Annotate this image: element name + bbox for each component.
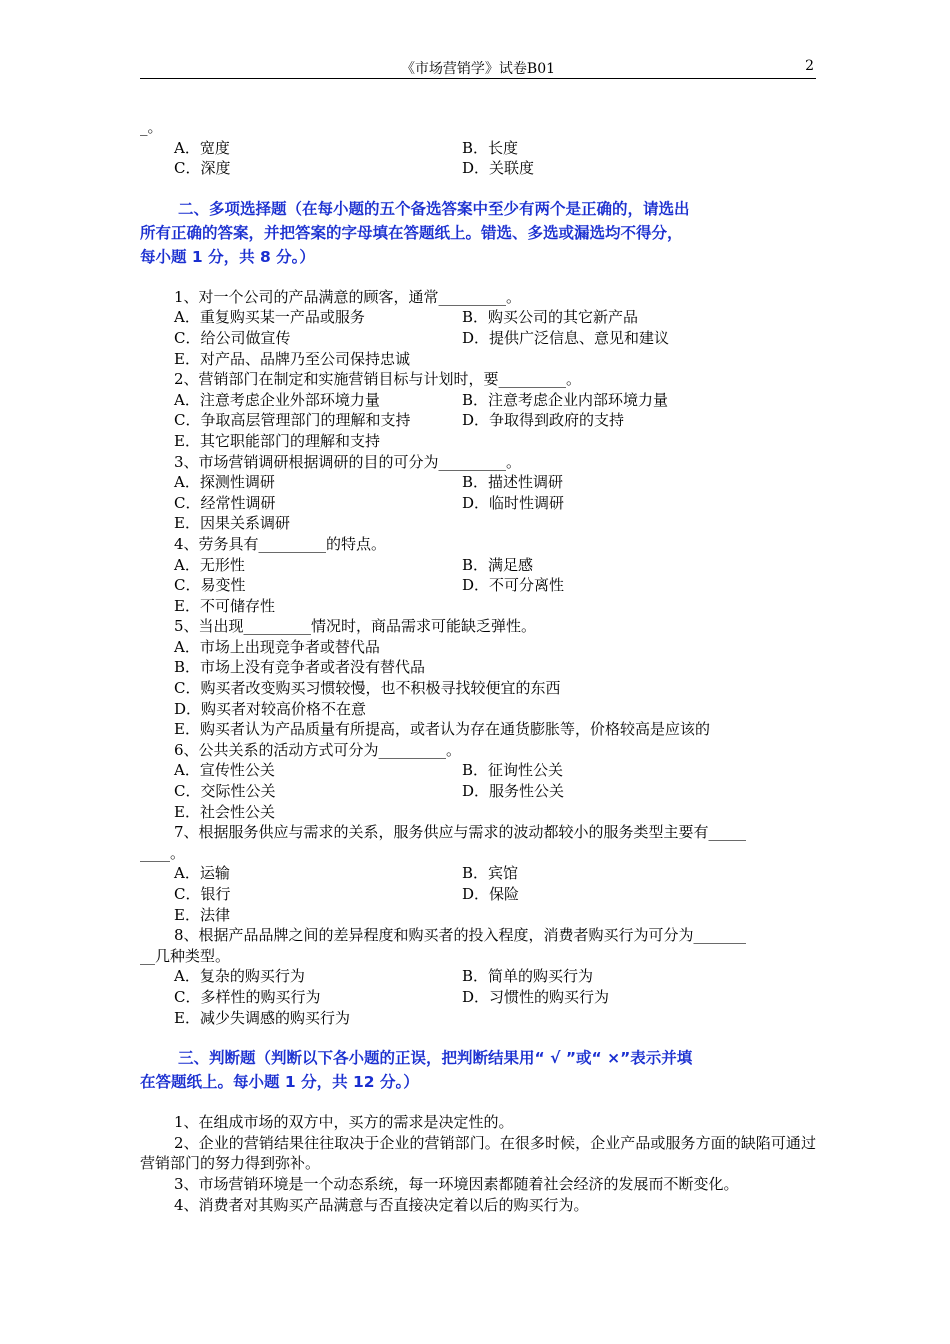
option-row <box>140 575 816 596</box>
question-stem: 1、对一个公司的产品满意的顾客，通常_________。 <box>174 287 522 306</box>
option: B．满足感 <box>462 555 534 574</box>
option-row <box>140 472 816 493</box>
option: C．购买者改变购买习惯较慢，也不积极寻找较便宜的东西 <box>174 679 561 698</box>
page-header <box>140 58 816 79</box>
judgement-item: 4、消费者对其购买产品满意与否直接决定着以后的购买行为。 <box>174 1195 589 1214</box>
question-stem: 6、公共关系的活动方式可分为_________。 <box>174 740 462 759</box>
option: B．简单的购买行为 <box>462 967 594 986</box>
fragment-line <box>140 117 816 138</box>
option: A．宣传性公关 <box>174 761 275 780</box>
option: C．易变性 <box>174 576 246 595</box>
option-row <box>140 328 816 349</box>
fragment-text: _。 <box>140 118 163 136</box>
option: C．争取高层管理部门的理解和支持 <box>174 411 411 430</box>
option-row <box>140 966 816 987</box>
option: A．无形性 <box>174 555 245 574</box>
judgement-item: 1、在组成市场的双方中，买方的需求是决定性的。 <box>174 1113 514 1132</box>
question-stem: 7、根据服务供应与需求的关系，服务供应与需求的波动都较小的服务类型主要有_____ <box>174 823 747 842</box>
option: C．经常性调研 <box>174 493 276 512</box>
option: D．不可分离性 <box>462 576 565 595</box>
option-row <box>140 410 816 431</box>
question-stem: 2、营销部门在制定和实施营销目标与计划时，要_________。 <box>174 370 582 389</box>
multiple-choice-questions <box>140 287 816 1028</box>
question-stem-continued: __几种类型。 <box>140 946 231 965</box>
option-row <box>140 987 816 1008</box>
option: A．运输 <box>174 864 230 883</box>
section-2-heading <box>140 197 816 269</box>
option: D．关联度 <box>462 159 535 178</box>
option: D．提供广泛信息、意见和建议 <box>462 328 670 347</box>
option: A．注意考虑企业外部环境力量 <box>174 390 380 409</box>
judgement-item: 3、市场营销环境是一个动态系统，每一环境因素都随着社会经济的发展而不断变化。 <box>174 1174 739 1193</box>
question-stem: 8、根据产品品牌之间的差异程度和购买者的投入程度，消费者购买行为可分为_______ <box>174 926 747 945</box>
exam-title: 《市场营销学》试卷B01 <box>400 61 556 77</box>
option: E．购买者认为产品质量有所提高，或者认为存在通货膨胀等，价格较高是应该的 <box>174 720 710 739</box>
option: B．长度 <box>462 138 519 157</box>
option: E．因果关系调研 <box>174 514 290 533</box>
option: C．深度 <box>174 159 231 178</box>
option: B．宾馆 <box>462 864 519 883</box>
question-stem: 5、当出现_________情况时，商品需求可能缺乏弹性。 <box>174 617 537 636</box>
option: B．征询性公关 <box>462 761 564 780</box>
judgement-item: 2、企业的营销结果往往取决于企业的营销部门。在很多时候，企业产品或服务方面的缺陷可通过营销部门的努力得到弥补。 <box>140 1133 816 1173</box>
option: A．复杂的购买行为 <box>174 967 305 986</box>
option-row <box>140 555 816 576</box>
option: D．保险 <box>462 885 520 903</box>
option-row <box>140 158 816 179</box>
option-row <box>140 138 816 159</box>
exam-content <box>140 117 816 1215</box>
heading-line: 三、判断题（判断以下各小题的正误，把判断结果用“ √ ”或“ ×”表示并填 <box>178 1049 693 1068</box>
option: C．银行 <box>174 885 231 903</box>
option-row <box>140 760 816 781</box>
question-stem: 4、劳务具有_________的特点。 <box>174 534 387 553</box>
page-number: 2 <box>805 58 814 74</box>
question-stem-continued: ____。 <box>140 843 186 862</box>
option: A．探测性调研 <box>174 473 275 492</box>
option: E．不可储存性 <box>174 596 275 615</box>
option: E．社会性公关 <box>174 802 275 821</box>
option: A．市场上出现竞争者或替代品 <box>174 637 380 656</box>
option: E．减少失调感的购买行为 <box>174 1008 350 1027</box>
heading-line: 每小题 1 分，共 8 分。） <box>140 247 315 266</box>
option: E．法律 <box>174 905 230 924</box>
option-row <box>140 781 816 802</box>
option: E．其它职能部门的理解和支持 <box>174 431 380 450</box>
option-row <box>140 493 816 514</box>
option: D．服务性公关 <box>462 782 565 801</box>
option: D．争取得到政府的支持 <box>462 411 625 430</box>
option: D．习惯性的购买行为 <box>462 987 610 1006</box>
heading-line: 在答题纸上。每小题 1 分，共 12 分。） <box>140 1073 419 1092</box>
option: C．给公司做宣传 <box>174 328 291 347</box>
option-row <box>140 863 816 884</box>
heading-line: 二、多项选择题（在每小题的五个备选答案中至少有两个是正确的，请选出 <box>178 199 690 218</box>
option: C．交际性公关 <box>174 782 276 801</box>
question-stem: 3、市场营销调研根据调研的目的可分为_________。 <box>174 452 522 471</box>
heading-line: 所有正确的答案，并把答案的字母填在答题纸上。错选、多选或漏选均不得分， <box>140 223 683 242</box>
option: A．重复购买某一产品或服务 <box>174 308 365 327</box>
option: D．临时性调研 <box>462 493 565 512</box>
section-3-heading <box>140 1046 816 1094</box>
option: C．多样性的购买行为 <box>174 987 321 1006</box>
option-row <box>140 390 816 411</box>
option: B．市场上没有竞争者或者没有替代品 <box>174 658 426 677</box>
option-row <box>140 884 816 905</box>
option: A．宽度 <box>174 138 230 157</box>
option: D．购买者对较高价格不在意 <box>174 699 367 718</box>
option: B．注意考虑企业内部环境力量 <box>462 390 669 409</box>
option: B．购买公司的其它新产品 <box>462 308 639 327</box>
option: B．描述性调研 <box>462 473 564 492</box>
option: E．对产品、品牌乃至公司保持忠诚 <box>174 349 410 368</box>
true-false-questions <box>140 1112 816 1215</box>
option-row <box>140 307 816 328</box>
